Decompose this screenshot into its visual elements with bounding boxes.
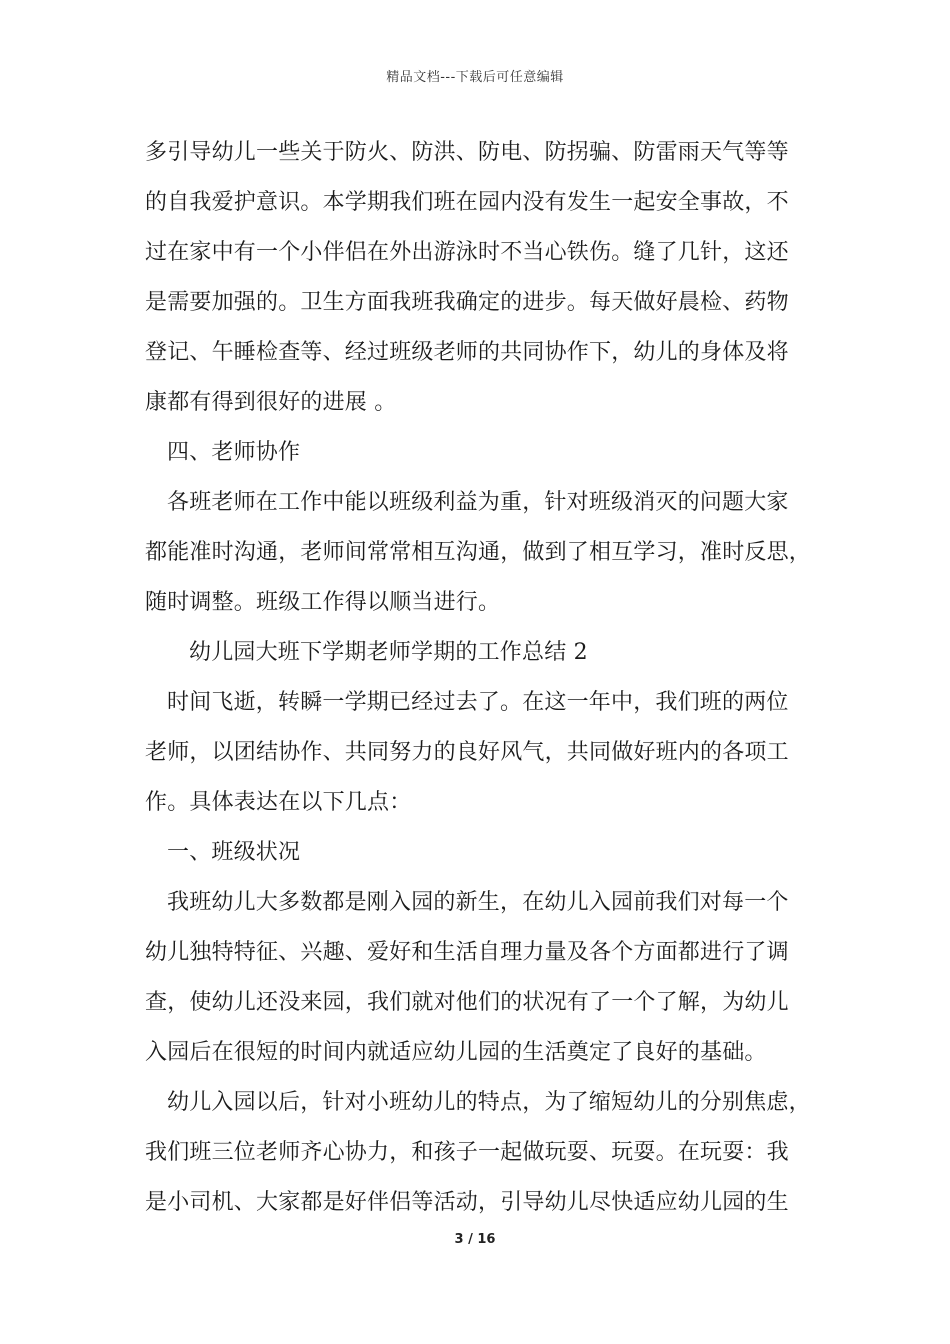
body-line: 老师，以团结协作、共同努力的良好风气，共同做好班内的各项工 — [145, 740, 789, 765]
body-line: 随时调整。班级工作得以顺当进行。 — [145, 590, 501, 615]
paragraph-first-line: 时间飞逝，转瞬一学期已经过去了。在这一年中，我们班的两位 — [167, 690, 789, 715]
article-title: 幼儿园大班下学期老师学期的工作总结 2 — [189, 640, 588, 665]
body-line: 入园后在很短的时间内就适应幼儿园的生活奠定了良好的基础。 — [145, 1040, 767, 1065]
body-line: 多引导幼儿一些关于防火、防洪、防电、防拐骗、防雷雨天气等等 — [145, 140, 789, 165]
body-line: 登记、午睡检查等、经过班级老师的共同协作下，幼儿的身体及将 — [145, 340, 789, 365]
body-line: 的自我爱护意识。本学期我们班在园内没有发生一起安全事故，不 — [145, 190, 789, 215]
paragraph-first-line: 我班幼儿大多数都是刚入园的新生，在幼儿入园前我们对每一个 — [167, 890, 789, 915]
body-line: 是需要加强的。卫生方面我班我确定的进步。每天做好晨检、药物 — [145, 290, 789, 315]
body-line: 我们班三位老师齐心协力，和孩子一起做玩耍、玩耍。在玩耍：我 — [145, 1140, 789, 1165]
body-line: 是小司机、大家都是好伴侣等活动，引导幼儿尽快适应幼儿园的生 — [145, 1190, 789, 1215]
document-header: 精品文档---下载后可任意编辑 — [386, 70, 564, 85]
section-heading: 一、班级状况 — [167, 840, 301, 865]
paragraph-first-line: 幼儿入园以后，针对小班幼儿的特点，为了缩短幼儿的分别焦虑， — [167, 1090, 811, 1115]
body-line: 过在家中有一个小伴侣在外出游泳时不当心铁伤。缝了几针，这还 — [145, 240, 789, 265]
page-number: 3 / 16 — [454, 1232, 496, 1247]
body-line: 幼儿独特特征、兴趣、爱好和生活自理力量及各个方面都进行了调 — [145, 940, 789, 965]
document-body — [145, 128, 815, 1228]
body-line: 查，使幼儿还没来园，我们就对他们的状况有了一个了解，为幼儿 — [145, 990, 789, 1015]
body-line: 作。具体表达在以下几点： — [145, 790, 412, 815]
body-line: 都能准时沟通，老师间常常相互沟通，做到了相互学习，准时反思， — [145, 540, 812, 565]
paragraph-first-line: 各班老师在工作中能以班级利益为重，针对班级消灭的问题大家 — [167, 490, 789, 515]
section-heading: 四、老师协作 — [167, 440, 301, 465]
body-line: 康都有得到很好的进展 。 — [145, 390, 397, 415]
